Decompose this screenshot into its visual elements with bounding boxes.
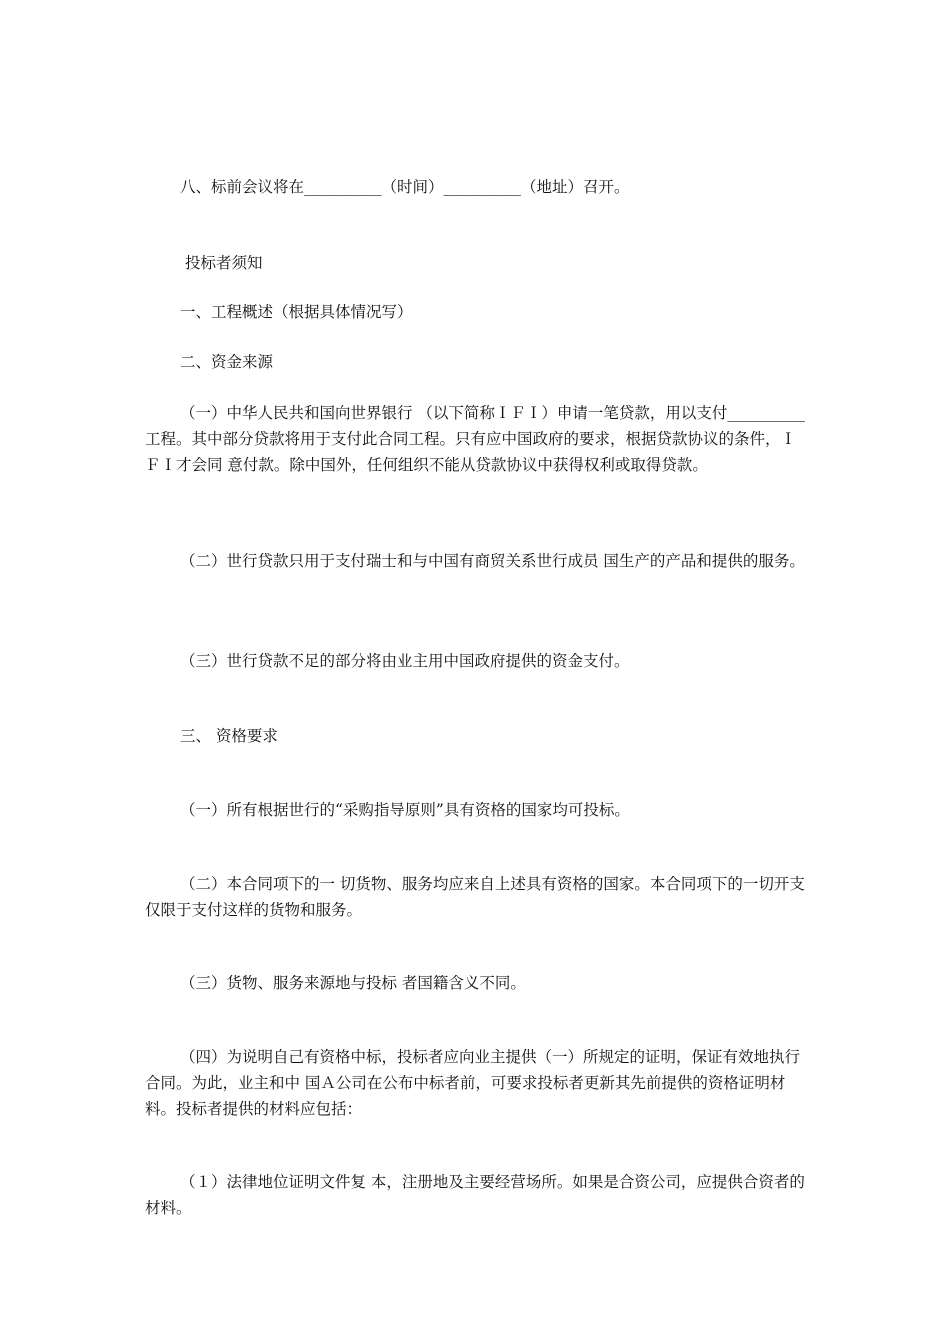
heading-eligibility: 三、 资格要求 xyxy=(180,727,278,745)
paragraph-eligibility-1: （一）所有根据世行的“采购指导原则”具有资格的国家均可投标。 xyxy=(180,801,630,819)
section-title-bidder-instructions: 投标者须知 xyxy=(180,254,263,272)
paragraph-eligibility-3: （三）货物、服务来源地与投标 者国籍含义不同。 xyxy=(180,974,526,992)
paragraph-funding-2: （二）世行贷款只用于支付瑞士和与中国有商贸关系世行成员 国生产的产品和提供的服务。 xyxy=(180,552,805,570)
paragraph-eligibility-4: （四）为说明自己有资格中标，投标者应向业主提供（一）所规定的证明，保证有效地执行合同。为此，业主和中 国Ａ公司在公布中标者前，可要求投标者更新其先前提供的资格证明材料。投标者提供的材料应包括： xyxy=(145,1048,801,1118)
paragraph-pre-bid-meeting: 八、标前会议将在__________（时间）__________（地址）召开。 xyxy=(180,178,630,196)
paragraph-funding-3: （三）世行贷款不足的部分将由业主用中国政府提供的资金支付。 xyxy=(180,652,630,670)
heading-project-overview: 一、工程概述（根据具体情况写） xyxy=(180,303,413,321)
paragraph-eligibility-2: （二）本合同项下的一 切货物、服务均应来自上述具有资格的国家。本合同项下的一切开支仅限于支付这样的货物和服务。 xyxy=(145,875,805,919)
paragraph-funding-1: （一）中华人民共和国向世界银行 （以下简称ＩＦＩ）申请一笔贷款，用以支付__________工程。其中部分贷款将用于支付此合同工程。只有应中国政府的要求，根据贷款协议的条件，ＩＦＩ才会同 意付款。除中国外，任何组织不能从贷款协议中获得权利或取得贷款。 xyxy=(145,404,805,474)
paragraph-eligibility-4-1: （１）法律地位证明文件复 本，注册地及主要经营场所。如果是合资公司，应提供合资者的材料。 xyxy=(145,1173,805,1217)
heading-funding-source: 二、资金来源 xyxy=(180,353,274,371)
